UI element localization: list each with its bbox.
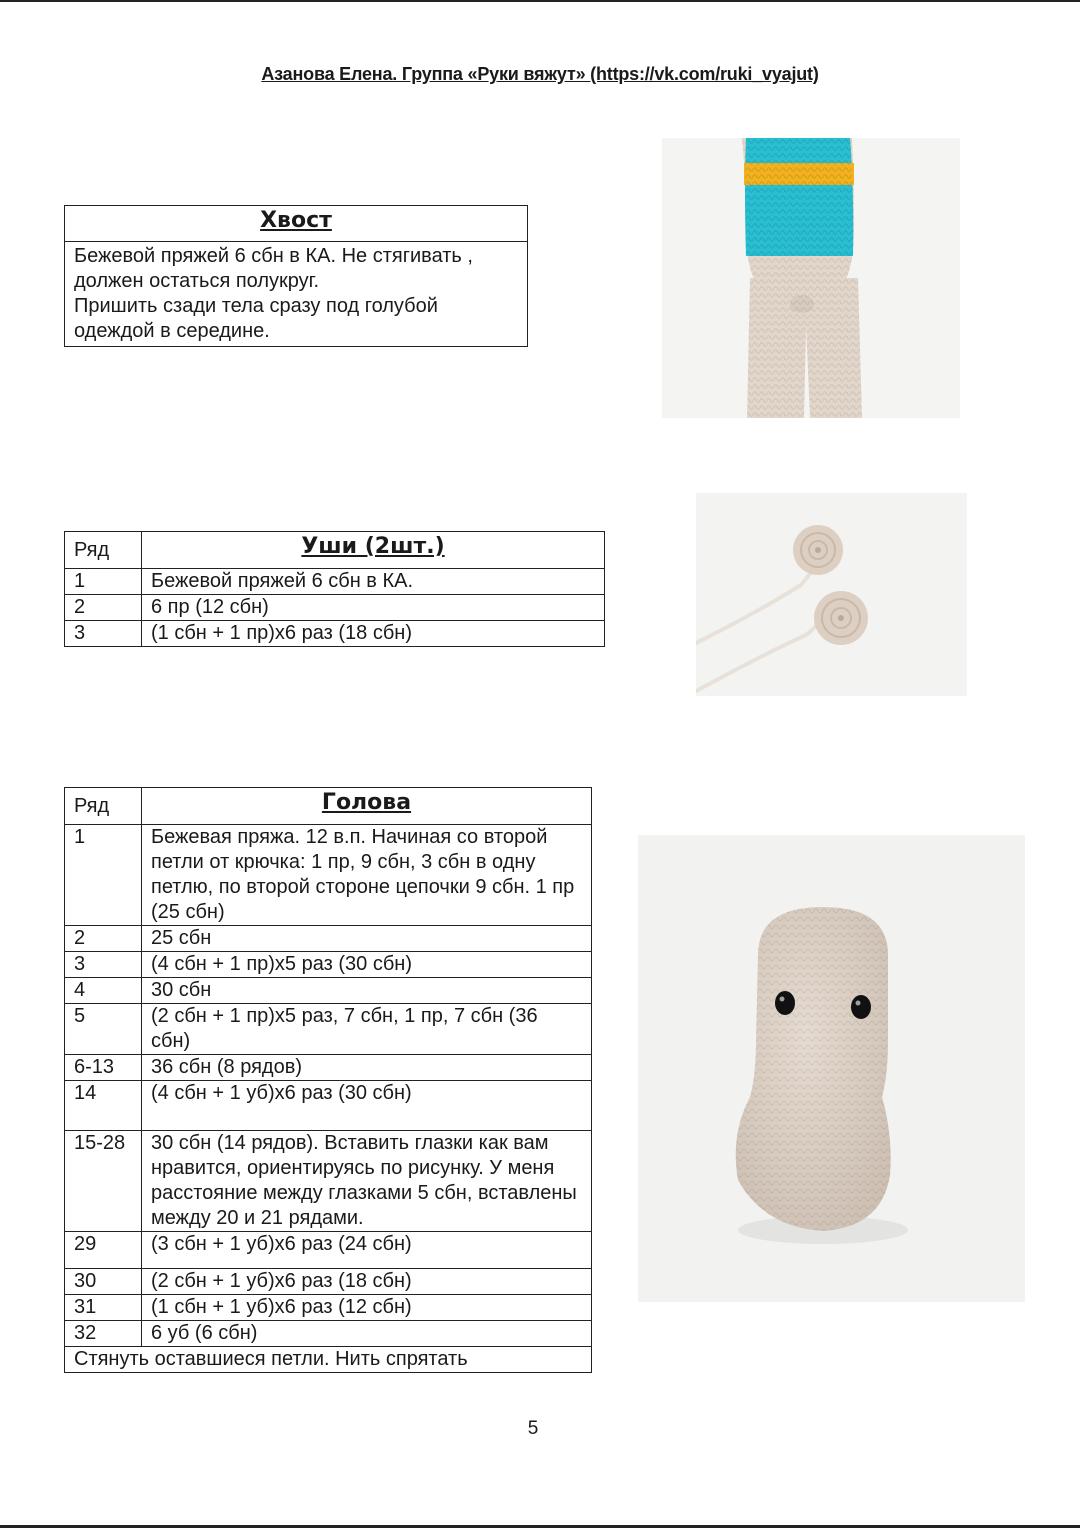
head-row [65,825,592,926]
head-row-number: 4 [65,978,142,1004]
ears-row [65,621,605,647]
head-row [65,1269,592,1295]
head-row-text: Бежевая пряжа. 12 в.п. Начиная со второй петли от крючка: 1 пр, 9 сбн, 3 сбн в одну петлю, по второй стороне цепочки 9 сбн. 1 пр (25 сбн) [142,825,592,926]
head-row-number: 31 [65,1295,142,1321]
ears-header-row [65,532,605,569]
ears-photo-image [696,493,967,696]
page-header: Азанова Елена. Группа «Руки вяжут» (https://vk.com/ruki_vyajut) [261,64,819,84]
head-row-text: 25 сбн [142,926,592,952]
tail-description [65,242,528,347]
tail-line: должен остаться полукруг. [74,270,320,292]
head-row [65,1232,592,1269]
head-row [65,1321,592,1347]
head-title: Голова [142,788,592,825]
head-photo [638,835,1025,1302]
head-row-text: 30 сбн [142,978,592,1004]
head-row-text: (3 сбн + 1 уб)х6 раз (24 сбн) [142,1232,592,1269]
head-row-text: (2 сбн + 1 уб)х6 раз (18 сбн) [142,1269,592,1295]
head-table [64,787,592,1373]
left-eye [775,991,795,1015]
tail-description-row [65,242,528,347]
head-header-row [65,788,592,825]
ears-row-number: 3 [65,621,142,647]
head-row-text: (2 сбн + 1 пр)х5 раз, 7 сбн, 1 пр, 7 сбн (36 сбн) [142,1004,592,1055]
ears-title: Уши (2шт.) [142,532,605,569]
top-edge-line [0,0,1080,2]
head-row-text: 36 сбн (8 рядов) [142,1055,592,1081]
ears-row-number: 1 [65,569,142,595]
ears-row [65,569,605,595]
tail-table [64,205,528,347]
head-row-number: 32 [65,1321,142,1347]
tail-title: Хвост [65,206,528,242]
head-row [65,1081,592,1131]
head-row [65,1131,592,1232]
head-row [65,1295,592,1321]
head-row [65,1055,592,1081]
tail-photo [662,138,960,418]
head-row [65,978,592,1004]
head-row-number: 15-28 [65,1131,142,1232]
head-row-number: 29 [65,1232,142,1269]
tail-photo-image [662,138,960,418]
head-row [65,1004,592,1055]
head-footer: Стянуть оставшиеся петли. Нить спрятать [65,1347,592,1373]
head-photo-image [638,835,1025,1302]
tail-line: одеждой в середине. [74,320,270,342]
head-row-number: 3 [65,952,142,978]
tail-title-row [65,206,528,242]
head-row-text: (1 сбн + 1 уб)х6 раз (12 сбн) [142,1295,592,1321]
head-row-header: Ряд [65,788,142,825]
head-row-text: (4 сбн + 1 уб)х6 раз (30 сбн) [142,1081,592,1131]
head-row-number: 1 [65,825,142,926]
ears-row-text: 6 пр (12 сбн) [142,595,605,621]
ears-row [65,595,605,621]
ears-row-text: (1 сбн + 1 пр)х6 раз (18 сбн) [142,621,605,647]
head-footer-row [65,1347,592,1373]
head-row-text: 30 сбн (14 рядов). Вставить глазки как вам нравится, ориентируясь по рисунку. У меня расстояние между глазками 5 сбн, вставлены между 20 и 21 рядами. [142,1131,592,1232]
head-row-text: (4 сбн + 1 пр)х5 раз (30 сбн) [142,952,592,978]
head-row-number: 6-13 [65,1055,142,1081]
head-row-text: 6 уб (6 сбн) [142,1321,592,1347]
head-row [65,926,592,952]
tail-line: Пришить сзади тела сразу под голубой [74,295,438,317]
ears-row-text: Бежевой пряжей 6 сбн в КА. [142,569,605,595]
right-eye [851,995,871,1019]
ears-row-number: 2 [65,595,142,621]
head-row-number: 30 [65,1269,142,1295]
head-row-number: 2 [65,926,142,952]
head-row-number: 5 [65,1004,142,1055]
ears-table [64,531,605,647]
head-row-number: 14 [65,1081,142,1131]
ears-row-header: Ряд [65,532,142,569]
page-number: 5 [527,1418,539,1439]
tail-line: Бежевой пряжей 6 сбн в КА. Не стягивать , [74,245,473,267]
head-row [65,952,592,978]
ears-photo [696,493,967,696]
